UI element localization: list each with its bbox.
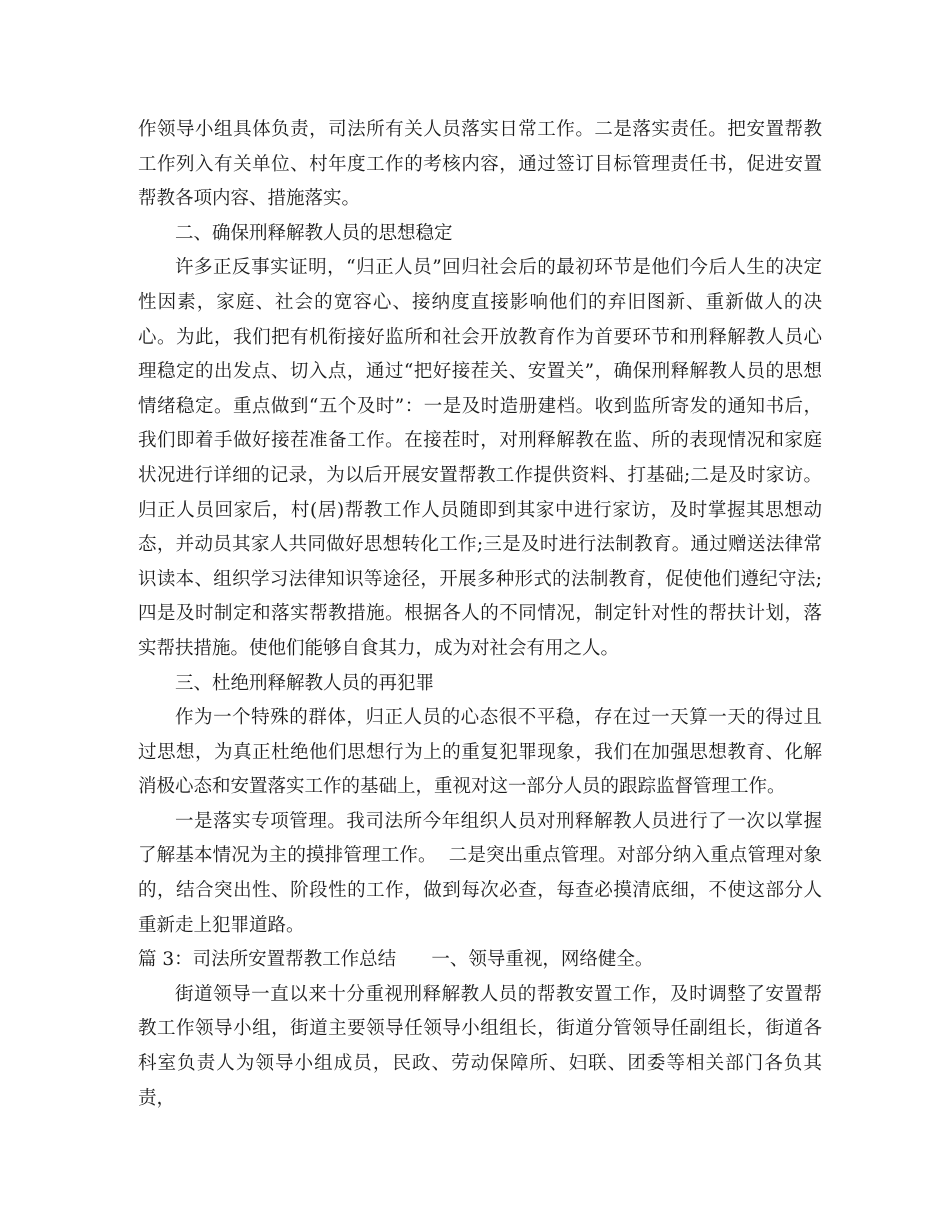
paragraph-8: 街道领导一直以来十分重视刑释解教人员的帮教安置工作，及时调整了安置帮教工作领导小组，街道主要领导任领导小组组长，街道分管领导任副组长，街道各科室负责人为领导小组成员，民政、劳动保障所、妇联、团委等相关部门各负其责， [138,983,822,1109]
paragraph-5: 作为一个特殊的群体，归正人员的心态很不平稳，存在过一天算一天的得过且过思想，为真正杜绝他们思想行为上的重复犯罪现象，我们在加强思想教育、化解消极心态和安置落实工作的基础上，重视对这一部分人员的跟踪监督管理工作。 [138,707,822,798]
section-heading-3: 三、杜绝刑释解教人员的再犯罪 [175,672,435,694]
paragraph-6: 一是落实专项管理。我司法所今年组织人员对刑释解教人员进行了一次以掌握了解基本情况为主的摸排管理工作。 二是突出重点管理。对部分纳入重点管理对象的，结合突出性、阶段性的工作，做到每次必查，每查必摸清底细，不使这部分人重新走上犯罪道路。 [138,810,822,936]
paragraph-1: 作领导小组具体负责，司法所有关人员落实日常工作。二是落实责任。把安置帮教工作列入有关单位、村年度工作的考核内容，通过签订目标管理责任书，促进安置帮教各项内容、措施落实。 [138,119,822,210]
section-heading-2: 二、确保刑释解教人员的思想稳定 [175,222,453,244]
document-body [138,113,822,1116]
paragraph-3: 许多正反事实证明，“归正人员”回归社会后的最初环节是他们今后人生的决定性因素，家庭、社会的宽容心、接纳度直接影响他们的弃旧图新、重新做人的决心。为此，我们把有机衔接好监所和社会开放教育作为首要环节和刑释解教人员心理稳定的出发点、切入点，通过“把好接茬关、安置关”，确保刑释解教人员的思想情绪稳定。重点做到“五个及时”：一是及时造册建档。收到监所寄发的通知书后，我们即着手做好接茬准备工作。在接茬时，对刑释解教在监、所的表现情况和家庭状况进行详细的记录，为以后开展安置帮教工作提供资料、打基础;二是及时家访。归正人员回家后，村(居)帮教工作人员随即到其家中进行家访，及时掌握其思想动态，并动员其家人共同做好思想转化工作;三是及时进行法制教育。通过赠送法律常识读本、组织学习法律知识等途径，开展多种形式的法制教育，促使他们遵纪守法;四是及时制定和落实帮教措施。根据各人的不同情况，制定针对性的帮扶计划，落实帮扶措施。使他们能够自食其力，成为对社会有用之人。 [138,257,822,659]
article-title-3: 篇 3：司法所安置帮教工作总结 一、领导重视，网络健全。 [138,949,654,971]
